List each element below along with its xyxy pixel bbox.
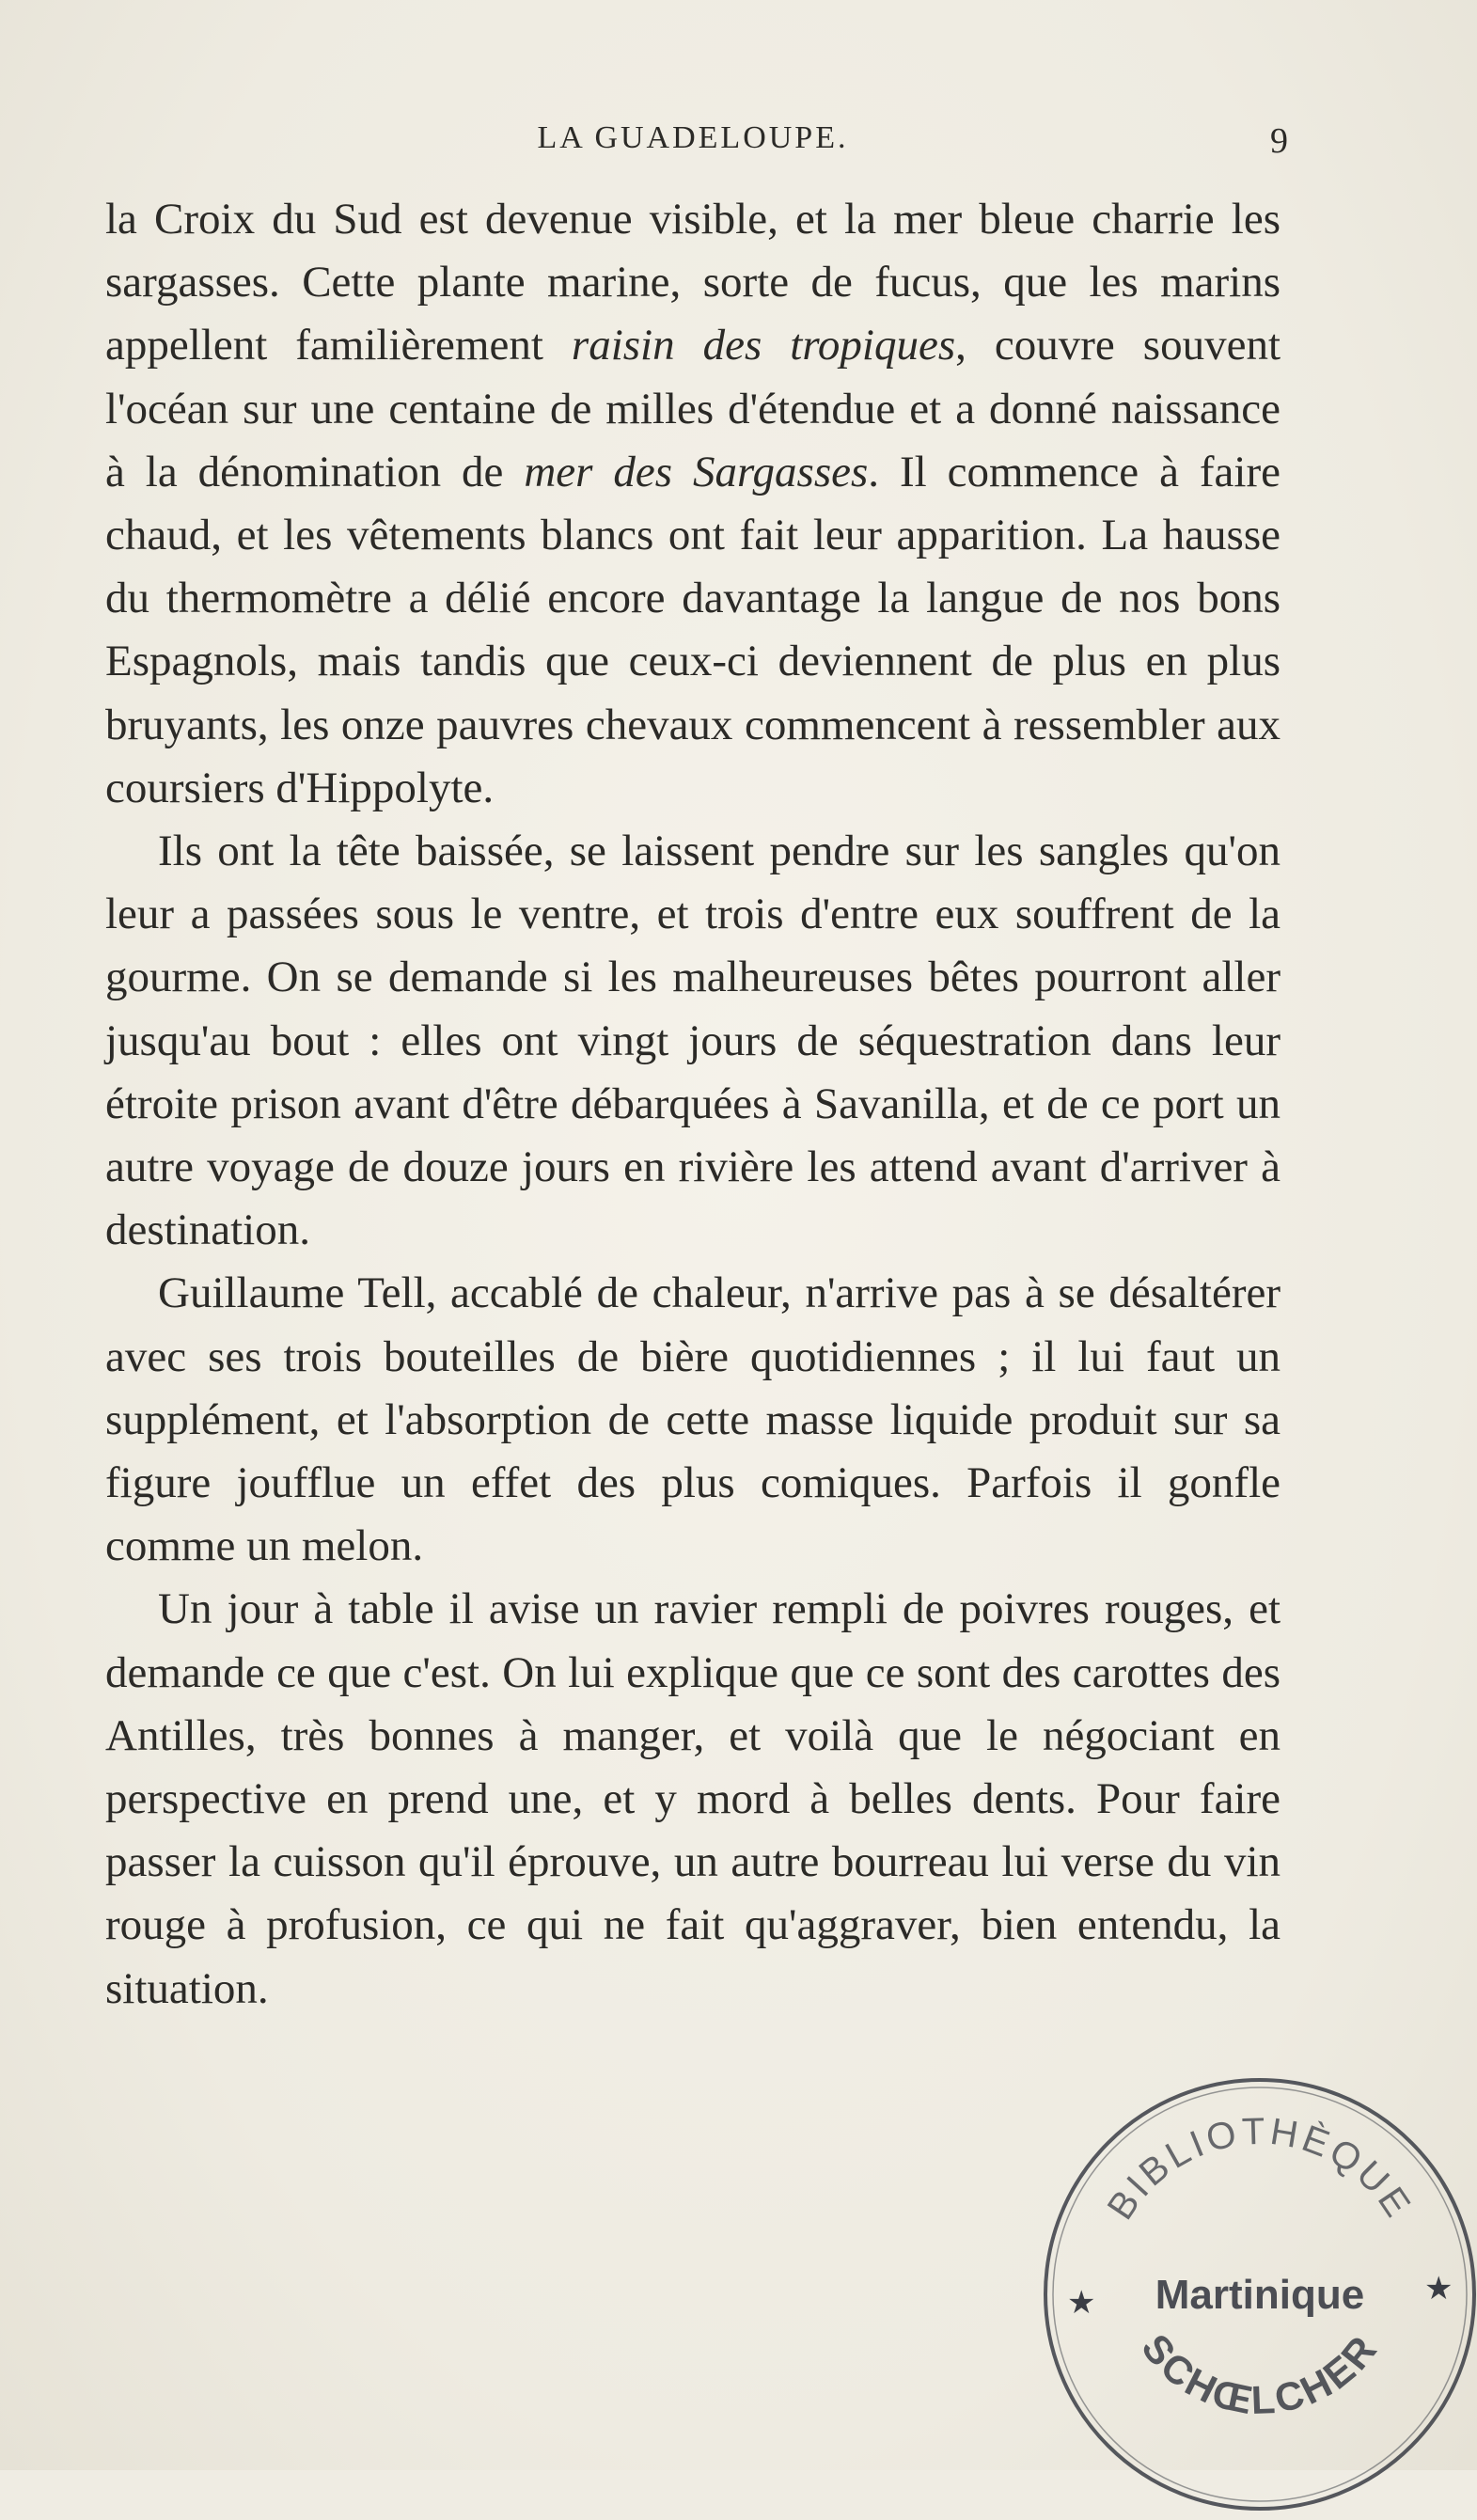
page-number: 9 — [1270, 121, 1288, 161]
paragraph-4: Un jour à table il avise un ravier rempli de poivres rouges, et demande ce que c'est. On lui explique que ce sont des carottes des Antilles, très bonnes à manger, et voilà que le négociant en perspective en prend une, et y mord à belles dents. Pour faire passer la cuisson qu'il éprouve, un autre bourreau lui verse du vin rouge à profusion, ce qui ne fait qu'aggraver, bien entendu, la situation. — [105, 1584, 1281, 2013]
stamp-star-left-icon: ★ — [1067, 2284, 1096, 2322]
italic-raisin-des-tropiques: raisin des tropiques — [571, 321, 956, 370]
stamp-star-right-icon: ★ — [1424, 2270, 1453, 2307]
paragraph-3: Guillaume Tell, accablé de chaleur, n'arrive pas à se désaltérer avec ses trois bouteilles de bière quotidiennes ; il lui faut un supplément, et l'absorption de cette masse liquide produit sur sa figure joufflue un effet des plus comiques. Parfois il gonfle comme un melon. — [105, 1268, 1281, 1571]
page-header — [105, 120, 1288, 167]
library-stamp-graphic — [1039, 2073, 1477, 2515]
paragraph-1-text-c: . Il commence à faire chaud, et les vêtements blancs ont fait leur apparition. La hausse du thermomètre a délié encore davantage la langue de nos bons Espagnols, mais tandis que ceux-ci deviennent de plus en plus bruyants, les onze pauvres chevaux commencent à ressembler aux coursiers d'Hippolyte. — [105, 447, 1281, 812]
library-stamp — [1039, 2073, 1477, 2515]
running-title: LA GUADELOUPE. — [537, 120, 849, 155]
stamp-center-text: Martinique — [1155, 2272, 1365, 2318]
italic-mer-des-sargasses: mer des Sargasses — [524, 447, 869, 496]
paragraph-1-text-b: , couvre souvent l'océan sur une centaine de milles d'étendue et a donné naissance à la dénomination de — [105, 321, 1281, 496]
stamp-top-text: BIBLIOTHÈQUE — [1099, 2110, 1421, 2228]
paragraph-2: Ils ont la tête baissée, se laissent pendre sur les sangles qu'on leur a passées sous le ventre, et trois d'entre eux souffrent de la gourme. On se demande si les malheureuses bêtes pourront aller jusqu'au bout : elles ont vingt jours de séquestration dans leur étroite prison avant d'être débarquées à Savanilla, et de ce port un autre voyage de douze jours en rivière les attend avant d'arriver à destination. — [105, 827, 1281, 1255]
stamp-bottom-text: SCHŒLCHER — [1133, 2325, 1387, 2423]
paragraph-1-text-a: la Croix du Sud est devenue visible, et la mer bleue charrie les sargasses. Cette plante marine, sorte de fucus, que les marins appellent familièrement — [105, 195, 1281, 370]
paragraph-1 — [105, 188, 1281, 820]
body-text — [105, 188, 1281, 2021]
